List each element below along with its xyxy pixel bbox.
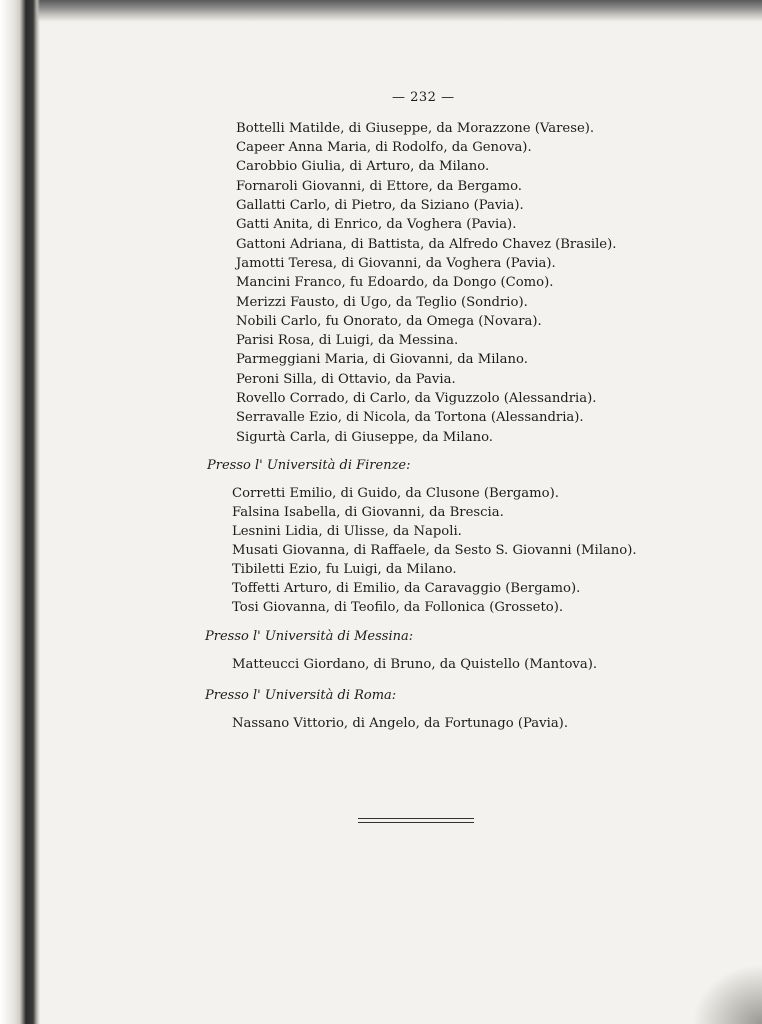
list-item: Matteucci Giordano, di Bruno, da Quistello (Mantova). (232, 657, 598, 672)
list-item: Parisi Rosa, di Luigi, da Messina. (236, 333, 459, 348)
section-heading-messina: Presso l' Università di Messina: (205, 629, 414, 644)
list-item: Tosi Giovanna, di Teofilo, da Follonica (Grosseto). (232, 600, 564, 615)
list-item: Serravalle Ezio, di Nicola, da Tortona (Alessandria). (236, 410, 584, 425)
section-heading-roma: Presso l' Università di Roma: (205, 688, 397, 703)
list-item: Parmeggiani Maria, di Giovanni, da Milano. (236, 352, 528, 367)
list-item: Gatti Anita, di Enrico, da Voghera (Pavia). (236, 217, 517, 232)
list-item: Mancini Franco, fu Edoardo, da Dongo (Como). (236, 275, 554, 290)
list-item: Nobili Carlo, fu Onorato, da Omega (Novara). (236, 314, 542, 329)
list-item: Merizzi Fausto, di Ugo, da Teglio (Sondrio). (236, 295, 528, 310)
list-item: Jamotti Teresa, di Giovanni, da Voghera (Pavia). (236, 256, 556, 271)
list-item: Fornaroli Giovanni, di Ettore, da Bergamo. (236, 179, 523, 194)
list-item: Lesnini Lidia, di Ulisse, da Napoli. (232, 524, 462, 539)
scan-corner-shadow (692, 964, 762, 1024)
list-item: Musati Giovanna, di Raffaele, da Sesto S. Giovanni (Milano). (232, 543, 637, 558)
section-heading-firenze: Presso l' Università di Firenze: (207, 458, 411, 473)
list-item: Capeer Anna Maria, di Rodolfo, da Genova). (236, 140, 532, 155)
list-item: Gattoni Adriana, di Battista, da Alfredo Chavez (Brasile). (236, 237, 617, 252)
page-number: — 232 — (392, 90, 455, 105)
scan-binding-edge (0, 0, 40, 1024)
scan-top-edge (0, 0, 762, 22)
list-item: Sigurtà Carla, di Giuseppe, da Milano. (236, 430, 493, 445)
list-item: Toffetti Arturo, di Emilio, da Caravaggio (Bergamo). (232, 581, 581, 596)
closing-rule (358, 822, 474, 823)
list-item: Carobbio Giulia, di Arturo, da Milano. (236, 159, 490, 174)
list-item: Falsina Isabella, di Giovanni, da Brescia. (232, 505, 504, 520)
list-item: Tibiletti Ezio, fu Luigi, da Milano. (232, 562, 457, 577)
list-item: Corretti Emilio, di Guido, da Clusone (Bergamo). (232, 486, 559, 501)
list-item: Bottelli Matilde, di Giuseppe, da Morazzone (Varese). (236, 121, 595, 136)
list-item: Rovello Corrado, di Carlo, da Viguzzolo (Alessandria). (236, 391, 597, 406)
list-item: Nassano Vittorio, di Angelo, da Fortunago (Pavia). (232, 716, 569, 731)
list-item: Peroni Silla, di Ottavio, da Pavia. (236, 372, 456, 387)
list-item: Gallatti Carlo, di Pietro, da Siziano (Pavia). (236, 198, 524, 213)
closing-rule (358, 818, 474, 819)
